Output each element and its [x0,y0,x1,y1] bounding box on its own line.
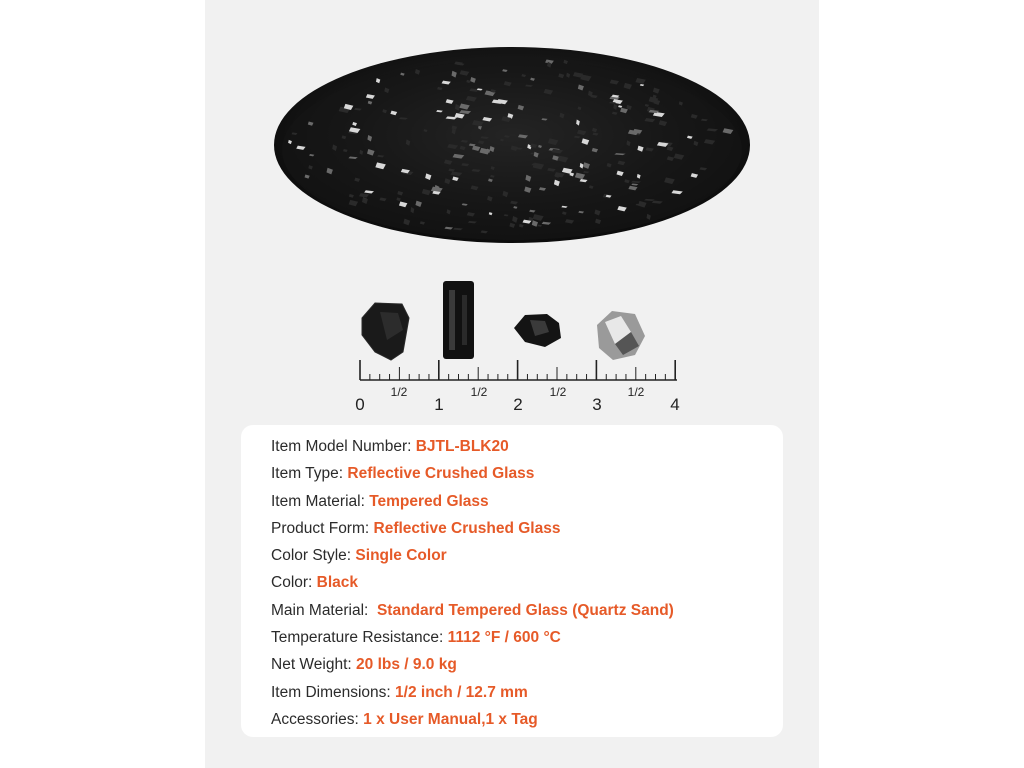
spec-row-item-type [271,460,783,487]
ruler-number-3: 3 [592,395,602,414]
spec-row-main-material [271,597,783,624]
glass-sample-pieces [362,281,645,360]
ruler-half-label: 1/2 [627,385,645,399]
spec-row-model-number [271,433,783,460]
spec-row-color [271,569,783,596]
spec-value: Reflective Crushed Glass [373,519,561,537]
ruler-number-1: 1 [434,395,444,414]
spec-value: 1/2 inch / 12.7 mm [395,683,528,701]
product-panel [205,0,819,768]
ruler-half-label: 1/2 [390,385,408,399]
spec-label: Net Weight: [271,656,357,674]
spec-label: Item Model Number: [271,438,416,455]
spec-value: 20 lbs / 9.0 kg [356,656,457,674]
spec-label: Color: [271,574,317,592]
spec-label: Accessories: [271,710,364,728]
spec-label: Product Form: [271,519,374,537]
spec-label: Item Dimensions: [271,683,396,701]
product-hero [205,0,819,420]
measurement-ruler [355,360,679,414]
spec-row-item-dimensions [271,679,783,706]
spec-value: Reflective Crushed Glass [347,465,535,483]
spec-row-temperature-resistance [271,624,783,651]
spec-value: Black [316,574,359,592]
spec-value: 1112 °F / 600 °C [447,629,561,647]
ruler-number-0: 0 [355,395,365,414]
ruler-number-4: 4 [670,395,680,414]
spec-row-product-form [271,515,783,542]
glass-pile-image [274,47,750,243]
spec-row-accessories [271,706,783,733]
spec-value: Tempered Glass [369,492,489,510]
spec-row-color-style [271,542,783,569]
spec-value: BJTL-BLK20 [415,438,509,455]
spec-label: Item Type: [271,465,348,483]
spec-row-net-weight [271,651,783,678]
spec-value: 1 x User Manual,1 x Tag [363,710,538,728]
spec-row-item-material [271,488,783,515]
ruler-half-label: 1/2 [470,385,488,399]
spec-value: Single Color [355,547,447,565]
spec-list [241,425,783,733]
ruler-half-label: 1/2 [549,385,567,399]
spec-label: Item Material: [271,492,370,510]
spec-label: Color Style: [271,547,356,565]
spec-label: Temperature Resistance: [271,629,448,647]
spec-card [241,425,783,737]
ruler-number-2: 2 [513,395,523,414]
spec-label: Main Material: [271,601,373,619]
spec-value: Standard Tempered Glass (Quartz Sand) [372,601,674,619]
